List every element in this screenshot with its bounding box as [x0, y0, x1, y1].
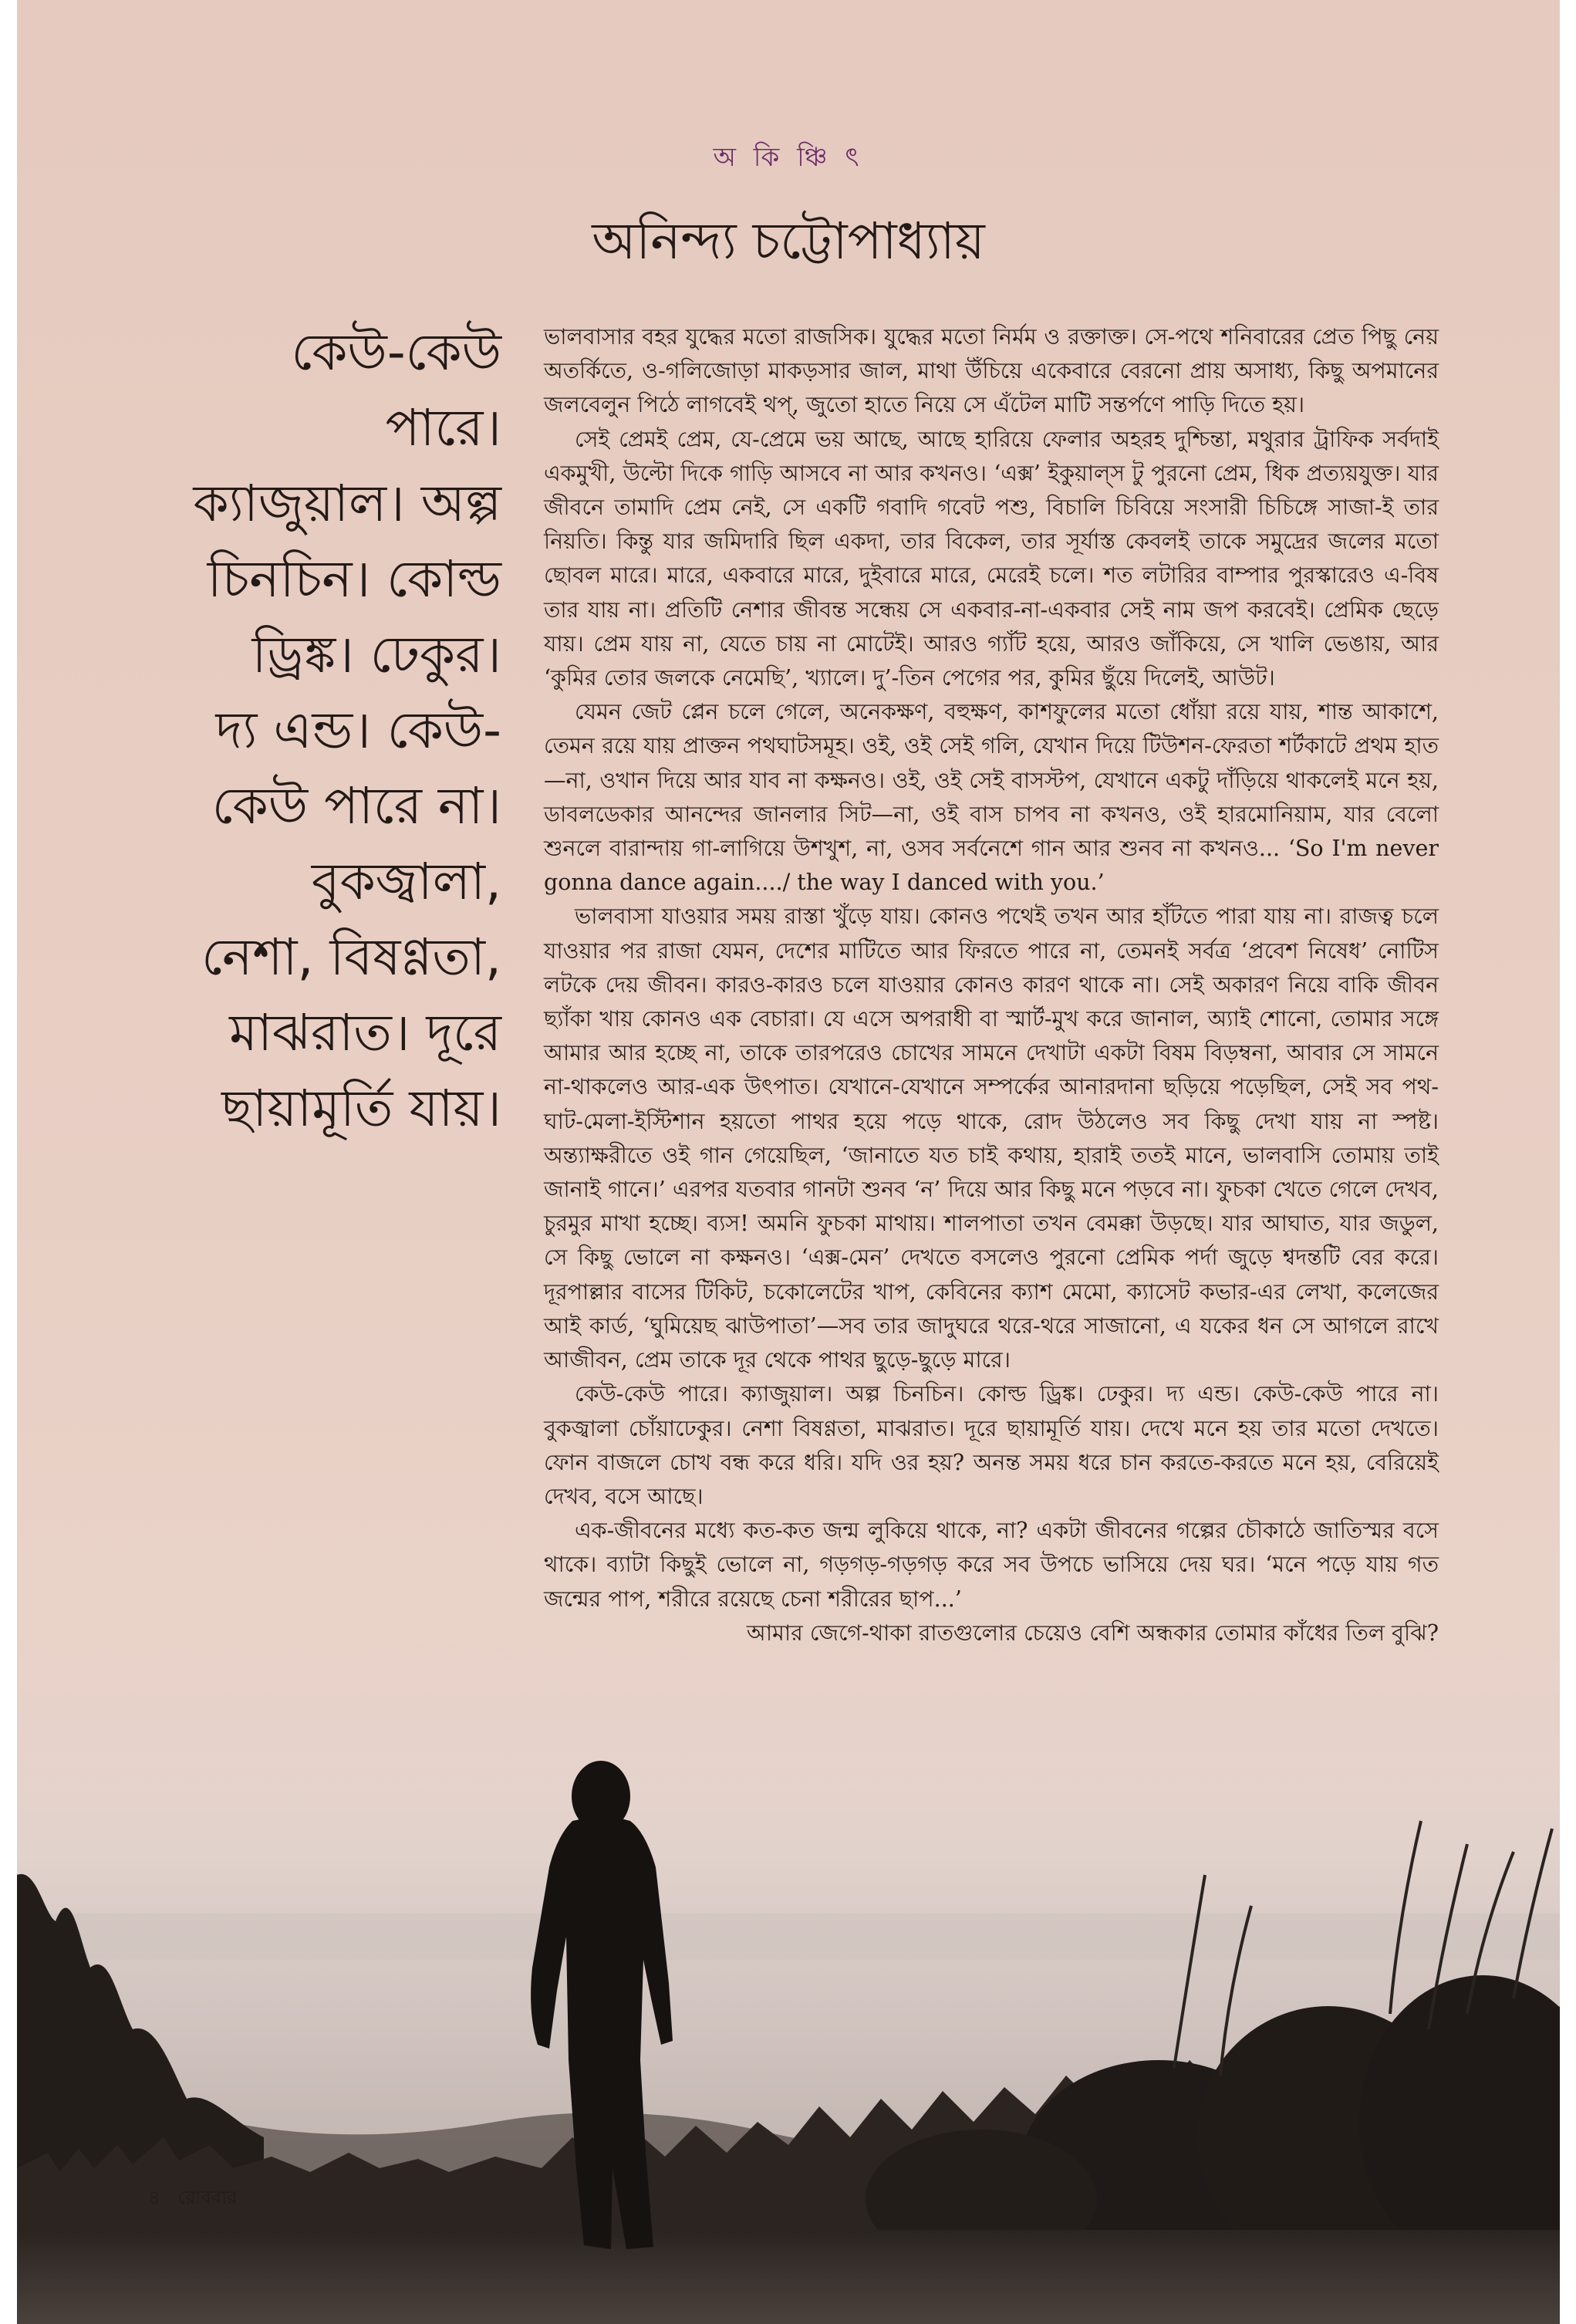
pull-quote-line: ক্যাজুয়াল। অল্প — [193, 474, 501, 533]
article-body — [544, 320, 1439, 1650]
pull-quote-line: মাঝরাত। দূরে — [229, 1003, 501, 1062]
article-closing-line: আমার জেগে-থাকা রাতগুলোর চেয়েও বেশি অন্ধকার তোমার কাঁধের তিল বুঝি? — [746, 1620, 1439, 1646]
series-title: অ কি ঞ্চি ৎ — [713, 142, 864, 173]
article-paragraph: ভালবাসা যাওয়ার সময় রাস্তা খুঁড়ে যায়। কোনও পথেই তখন আর হাঁটতে পারা যায় না। রাজত্ব চলে যাওয়ার পর রাজা যেমন, দেশের মাটিতে আর ফিরতে পারে না, তেমনই সর্বত্র ‘প্রবেশ নিষেধ’ নোটিস লটকে দেয় জীবন। কারও-কারও চলে যাওয়ার কোনও কারণ থাকে না। সেই অকারণ নিয়ে বাকি জীবন ছ্যাঁকা খায় কোনও এক বেচারা। যে এসে অপরাধী বা স্মার্ট-মুখ করে জানাল, অ্যাই শোনো, তোমার সঙ্গে আমার আর হচ্ছে না, তাকে তারপরেও চোখের সামনে দেখাটা একটা বিষম বিড়ম্বনা, আবার সে সামনে না-থাকলেও আর-এক উৎপাত। যেখানে-যেখানে সম্পর্কের আনারদানা ছড়িয়ে পড়েছিল, সেই সব পথ-ঘাট-মেলা-ইস্টিশান হয়তো পাথর হয়ে পড়ে থাকে, রোদ উঠলেও সব কিছু দেখা যায় না স্পষ্ট। অন্ত্যাক্ষরীতে ওই গান গেয়েছিল, ‘জানাতে যত চাই কথায়, হারাই ততই মানে, ভালবাসি তোমায় তাই জানাই গানে।’ এরপর যতবার গানটা শুনব ‘ন’ দিয়ে আর কিছু মনে পড়বে না। ফুচকা খেতে গেলে দেখব, চুরমুর মাখা হচ্ছে। ব্যস! অমনি ফুচকা মাথায়। শালপাতা তখন বেমক্কা উড়ছে। যার আঘাত, যার জডুল, সে কিছু ভোলে না কক্ষনও। ‘এক্স-মেন’ দেখতে বসলেও পুরনো প্রেমিক পর্দা জুড়ে শ্বদন্তটি বের করে। দূরপাল্লার বাসের টিকিট, চকোলেটের খাপ, কেবিনের ক্যাশ মেমো, ক্যাসেট কভার-এর লেখা, কলেজের আই কার্ড, ‘ঘুমিয়েছ ঝাউপাতা’—সব তার জাদুঘরে থরে-থরে সাজানো, এ যকের ধন সে আগলে রাখে আজীবন, প্রেম তাকে দূর থেকে পাথর ছুড়ে-ছুড়ে মারে। — [544, 904, 1439, 1373]
pull-quote-line: পারে। — [385, 398, 501, 458]
pull-quote — [133, 315, 501, 1147]
magazine-page — [17, 0, 1560, 2324]
article-paragraph: ভালবাসার বহর যুদ্ধের মতো রাজসিক। যুদ্ধের মতো নির্মম ও রক্তাক্ত। সে-পথে শনিবারের প্রেত পিছু নেয় অতর্কিতে, ও-গলিজোড়া মাকড়সার জাল, মাথা উঁচিয়ে একেবারে বেরনো প্রায় অসাধ্য, কিছু অপমানের জলবেলুন পিঠে লাগবেই থপ্, জুতো হাতে নিয়ে সে এঁটেল মাটি সন্তর্পণে পাড়ি দিতে হয়। — [544, 324, 1439, 418]
pull-quote-line: চিনচিন। কোল্ড — [207, 549, 501, 609]
pull-quote-line: বুকজ্বালা, — [311, 852, 501, 911]
author-name: অনিন্দ্য চট্টোপাধ্যায় — [592, 211, 985, 271]
silhouette-landscape-image — [17, 1736, 1560, 2324]
pull-quote-line: কেউ পারে না। — [211, 776, 501, 836]
pull-quote-line: কেউ-কেউ — [291, 323, 501, 382]
magazine-name: রোববার — [177, 2187, 238, 2208]
article-paragraph: যেমন জেট প্লেন চলে গেলে, অনেকক্ষণ, বহুক্ষণ, কাশফুলের মতো ধোঁয়া রয়ে যায়, শান্ত আকাশে, তেমন রয়ে যায় প্রাক্তন পথঘাটসমূহ। ওই, ওই সেই গলি, যেখান দিয়ে টিউশন-ফেরতা শর্টকাটে প্রথম হাত—না, ওখান দিয়ে আর যাব না কক্ষনও। ওই, ওই সেই বাসস্টপ, যেখানে একটু দাঁড়িয়ে থাকলেই মনে হয়, ডাবলডেকার আনন্দের জানলার সিট—না, ওই বাস চাপব না কখনও, ওই হারমোনিয়াম, যার বেলো শুনলে বারান্দায় গা-লাগিয়ে উশখুশ, না, ওসব সর্বনেশে গান আর শুনব না কখনও... ‘So I'm never gonna dance again..../ the way I danced with you.’ — [544, 699, 1439, 896]
pull-quote-line: দ্য এন্ড। কেউ- — [215, 701, 501, 760]
article-paragraph: কেউ-কেউ পারে। ক্যাজুয়াল। অল্প চিনচিন। কোল্ড ড্রিঙ্ক। ঢেকুর। দ্য এন্ড। কেউ-কেউ পারে না। বুকজ্বালা চোঁয়াঢেকুর। নেশা বিষণ্ণতা, মাঝরাত। দূরে ছায়ামূর্তি যায়। দেখে মনে হয় তার মতো দেখতে। ফোন বাজলে চোখ বন্ধ করে ধরি। যদি ওর হয়? অনন্ত সময় ধরে চান করতে-করতে মনে হয়, বেরিয়েই দেখব, বসে আছে। — [544, 1381, 1439, 1509]
page-footer — [148, 2184, 237, 2214]
page-number: ৪ — [148, 2187, 160, 2208]
article-paragraph: সেই প্রেমই প্রেম, যে-প্রেমে ভয় আছে, আছে হারিয়ে ফেলার অহরহ দুশ্চিন্তা, মথুরার ট্রাফিক সর্বদাই একমুখী, উল্টো দিকে গাড়ি আসবে না আর কখনও। ‘এক্স’ ইকুয়াল্স টু পুরনো প্রেম, ধিক প্রত্যয়যুক্ত। যার জীবনে তামাদি প্রেম নেই, সে একটি গবাদি গবেট পশু, বিচালি চিবিয়ে সংসারী চিচিঙ্গে সাজা-ই তার নিয়তি। কিন্তু যার জমিদারি ছিল একদা, তার বিকেল, তার সূর্যাস্ত কেবলই তাকে সমুদ্রের জলের মতো ছোবল মারে। মারে, একবারে মারে, দুইবারে মারে, মেরেই চলে। শত লটারির বাম্পার পুরস্কারেও এ-বিষ তার যায় না। প্রতিটি নেশার জীবন্ত সন্ধেয় সে একবার-না-একবার সেই নাম জপ করবেই। প্রেমিক ছেড়ে যায়। প্রেম যায় না, যেতে চায় না মোটেই। আরও গ্যাঁট হয়ে, আরও জাঁকিয়ে, সে খালি ভেঙায়, আর ‘কুমির তোর জলকে নেমেছি’, খ্যালে। দু’-তিন পেগের পর, কুমির ছুঁয়ে দিলেই, আউট। — [544, 426, 1439, 691]
pull-quote-line: ড্রিঙ্ক। ঢেকুর। — [251, 625, 501, 684]
article-paragraph: এক-জীবনের মধ্যে কত-কত জন্ম লুকিয়ে থাকে, না? একটা জীবনের গল্পের চৌকাঠে জাতিস্মর বসে থাকে। ব্যাটা কিছুই ভোলে না, গড়গড়-গড়গড় করে সব উপচে ভাসিয়ে দেয় ঘর। ‘মনে পড়ে যায় গত জন্মের পাপ, শরীরে রয়েছে চেনা শরীরের ছাপ...’ — [544, 1518, 1439, 1612]
pull-quote-line: ছায়ামূর্তি যায়। — [221, 1079, 501, 1138]
pull-quote-line: নেশা, বিষণ্ণতা, — [201, 927, 501, 987]
